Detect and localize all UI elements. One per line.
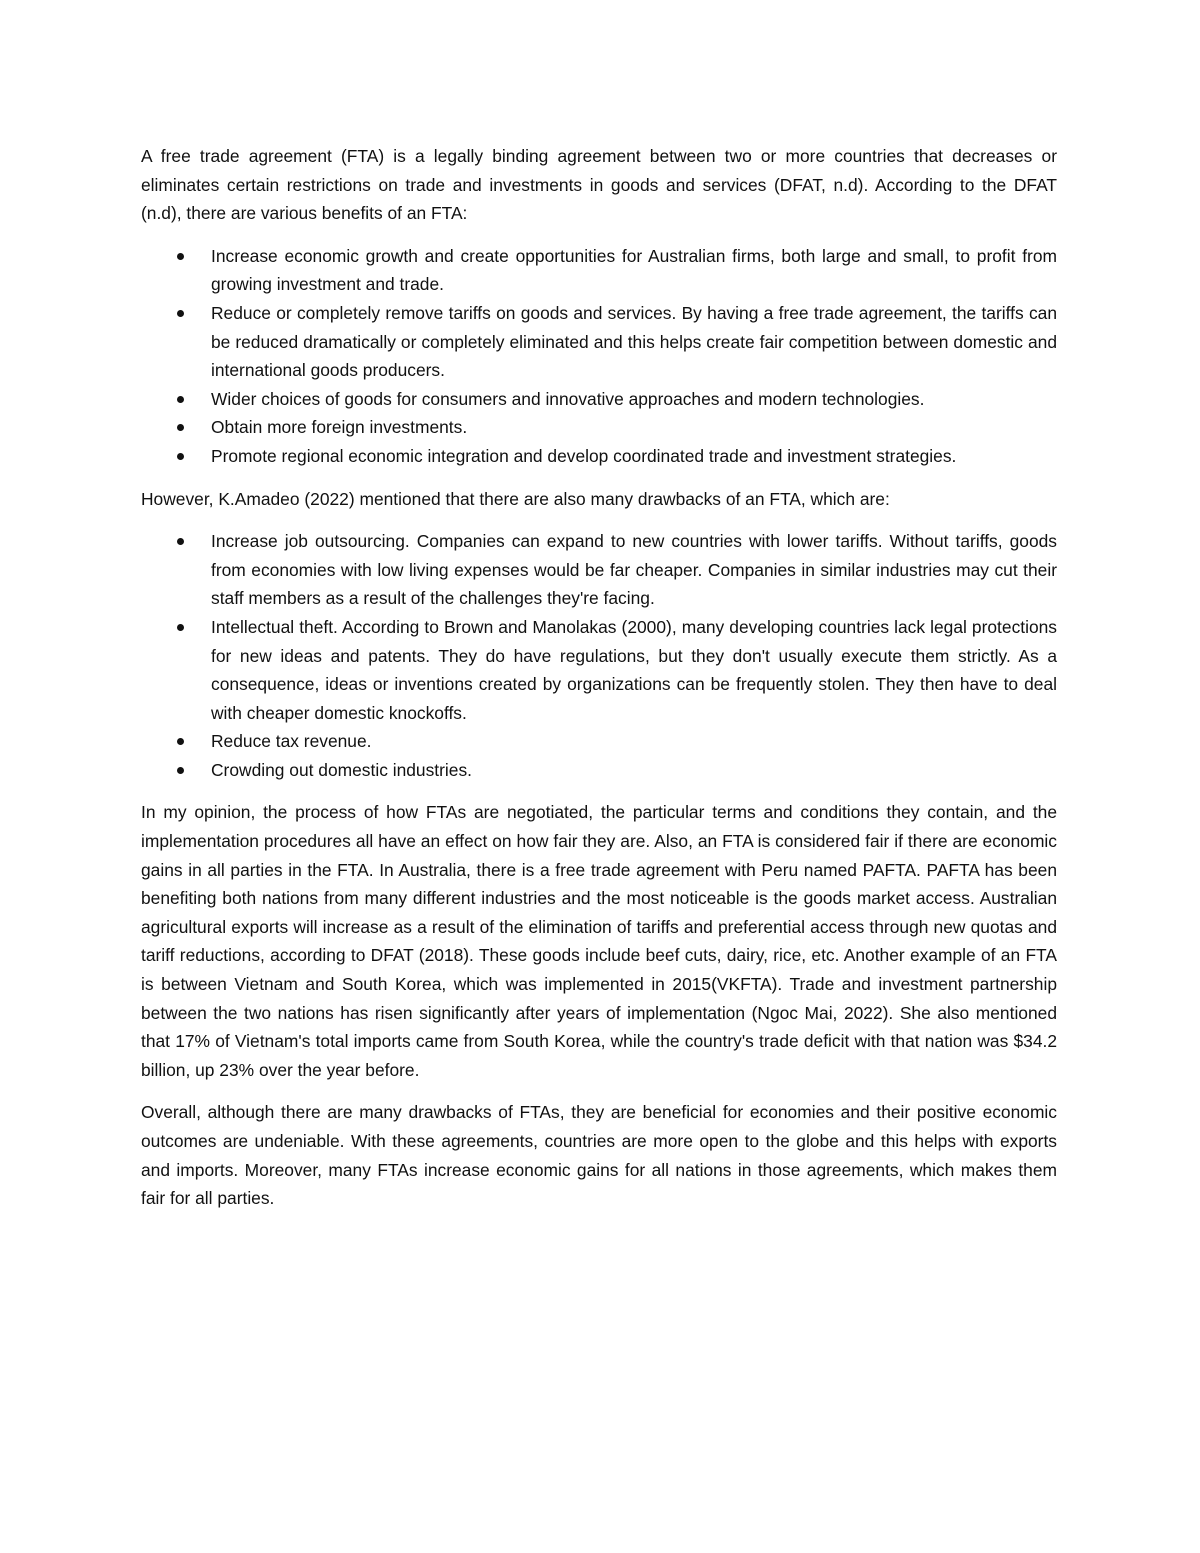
bullet-icon: [177, 453, 184, 460]
list-item: [141, 727, 1057, 756]
opinion-paragraph: In my opinion, the process of how FTAs are negotiated, the particular terms and conditions they contain, and the implementation procedures all have an effect on how fair they are. Also, an FTA is considered fair if there are economic gains in all parties in the FTA. In Australia, there is a free trade agreement with Peru named PAFTA. PAFTA has been benefiting both nations from many different industries and the most noticeable is the goods market access. Australian agricultural exports will increase as a result of the elimination of tariffs and preferential access through new quotas and tariff reductions, according to DFAT (2018). These goods include beef cuts, dairy, rice, etc. Another example of an FTA is between Vietnam and South Korea, which was implemented in 2015(VKFTA). Trade and investment partnership between the two nations has risen significantly after years of implementation (Ngoc Mai, 2022). She also mentioned that 17% of Vietnam's total imports came from South Korea, while the country's trade deficit with that nation was $34.2 billion, up 23% over the year before.: [141, 802, 1057, 1080]
benefits-list: [141, 242, 1057, 471]
bullet-icon: [177, 253, 184, 260]
benefit-text: Promote regional economic integration and develop coordinated trade and investment strategies.: [211, 445, 957, 466]
bullet-icon: [177, 396, 184, 403]
list-item: [141, 527, 1057, 613]
bullet-icon: [177, 424, 184, 431]
list-item: [141, 413, 1057, 442]
drawback-text: Intellectual theft. According to Brown and Manolakas (2000), many developing countries lack legal protections for new ideas and patents. They do have regulations, but they don't usually execute them strictly. As a consequence, ideas or inventions created by organizations can be frequently stolen. They then have to deal with cheaper domestic knockoffs.: [211, 616, 1057, 723]
bullet-icon: [177, 310, 184, 317]
drawbacks-list: [141, 527, 1057, 784]
document-page: [141, 142, 1057, 1227]
list-item: [141, 613, 1057, 727]
list-item: [141, 242, 1057, 299]
intro-paragraph: A free trade agreement (FTA) is a legally binding agreement between two or more countries that decreases or eliminates certain restrictions on trade and investments in goods and services (DFAT, n.d). According to the DFAT (n.d), there are various benefits of an FTA:: [141, 146, 1057, 224]
list-item: [141, 756, 1057, 785]
drawback-text: Increase job outsourcing. Companies can expand to new countries with lower tariffs. Without tariffs, goods from economies with low living expenses would be far cheaper. Companies in similar industries may cut their staff members as a result of the challenges they're facing.: [211, 531, 1057, 609]
drawback-text: Crowding out domestic industries.: [211, 759, 472, 780]
drawbacks-intro-paragraph: However, K.Amadeo (2022) mentioned that there are also many drawbacks of an FTA, which are:: [141, 488, 890, 509]
drawback-text: Reduce tax revenue.: [211, 731, 372, 752]
list-item: [141, 442, 1057, 471]
bullet-icon: [177, 767, 184, 774]
benefit-text: Wider choices of goods for consumers and innovative approaches and modern technologies.: [211, 388, 925, 409]
benefit-text: Obtain more foreign investments.: [211, 417, 468, 438]
bullet-icon: [177, 624, 184, 631]
conclusion-paragraph: Overall, although there are many drawbacks of FTAs, they are beneficial for economies and their positive economic outcomes are undeniable. With these agreements, countries are more open to the globe and this helps with exports and imports. Moreover, many FTAs increase economic gains for all nations in those agreements, which makes them fair for all parties.: [141, 1102, 1057, 1209]
bullet-icon: [177, 738, 184, 745]
benefit-text: Reduce or completely remove tariffs on goods and services. By having a free trade agreement, the tariffs can be reduced dramatically or completely eliminated and this helps create fair competition between domestic and international goods producers.: [211, 302, 1057, 381]
list-item: [141, 299, 1057, 385]
list-item: [141, 385, 1057, 414]
bullet-icon: [177, 538, 184, 545]
benefit-text: Increase economic growth and create opportunities for Australian firms, both large and small, to profit from growing investment and trade.: [211, 245, 1057, 295]
